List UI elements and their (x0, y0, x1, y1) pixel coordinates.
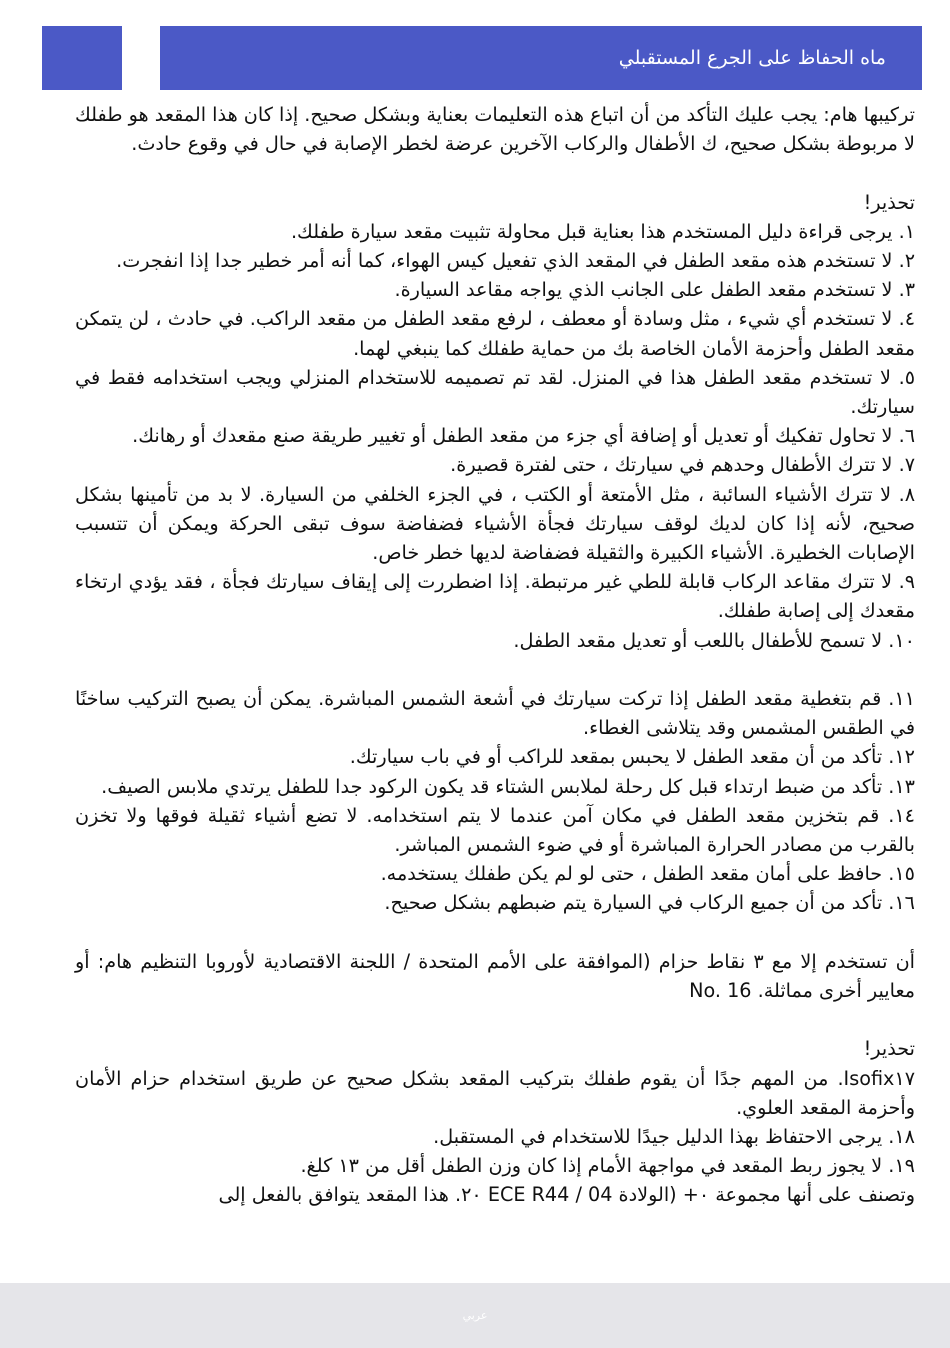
header-left-block (42, 26, 122, 90)
list-item: ١٣. تأكد من ضبط ارتداء قبل كل رحلة لملابس الشتاء قد يكون الركود جدا للطفل يرتدي ملابس الصيف. (101, 774, 915, 798)
header-title: ماه الحفاظ على الجرع المستقبلي (618, 47, 886, 69)
list-item: ٣. لا تستخدم مقعد الطفل على الجانب الذي يواجه مقاعد السيارة. (394, 278, 915, 302)
list-item: ٦. لا تحاول تفكيك أو تعديل أو إضافة أي جزء من مقعد الطفل أو تغيير طريقة صنع مقعدك أو رهانك. (132, 424, 915, 448)
header-bar (160, 26, 922, 90)
list-item: ١٩. لا يجوز ربط المقعد في مواجهة الأمام إذا كان وزن الطفل أقل من ١٣ كلغ. (300, 1154, 915, 1178)
spacer (75, 1005, 915, 1034)
list-item: ١٨. يرجى الاحتفاظ بهذا الدليل جيدًا للاستخدام في المستقبل. (433, 1125, 915, 1149)
list-item: ١٥. حافظ على أمان مقعد الطفل ، حتى لو لم يكن طفلك يستخدمه. (380, 862, 915, 886)
list-item: ١٦. تأكد من أن جميع الركاب في السيارة يتم ضبطهم بشكل صحيح. (384, 891, 915, 915)
list-item: ٤. لا تستخدم أي شيء ، مثل وسادة أو معطف ، لرفع مقعد الطفل من مقعد الراكب. في حادث ، لن يتمكن مقعد الطفل وأحزمة الأمان الخاصة بك من حماية طفلك كما ينبغي لهما. (75, 307, 915, 360)
list-item: ١٢. تأكد من أن مقعد الطفل لا يحبس بمقعد للراكب أو في باب سيارتك. (349, 745, 915, 769)
list-item: Isofix١٧. من المهم جدًا أن يقوم طفلك بتركيب المقعد بشكل صحيح عن طريق استخدام حزام الأمان وأحزمة المقعد العلوي. (75, 1066, 915, 1119)
spacer (75, 918, 915, 947)
footer-label: عربي (462, 1309, 488, 1322)
list-item: وتصنف على أنها مجموعة ٠+ (الولادة ECE R44 / 04 ٢٠. هذا المقعد يتوافق بالفعل إلى (218, 1183, 915, 1207)
list-item: ١٠. لا تسمح للأطفال باللعب أو تعديل مقعد الطفل. (513, 628, 915, 652)
warning-heading: تحذير! (863, 190, 915, 214)
list-item: ٢. لا تستخدم هذه مقعد الطفل في المقعد الذي تفعيل كيس الهواء، كما أنه أمر خطير جدا إذا انفجرت. (116, 249, 915, 272)
list-item: ٩. لا تترك مقاعد الركاب قابلة للطي غير مرتبطة. إذا اضطررت إلى إيقاف سيارتك فجأة ، فقد يؤدي ارتخاء مقعدك إلى إصابة طفلك. (75, 570, 915, 623)
list-item: ٥. لا تستخدم مقعد الطفل هذا في المنزل. لقد تم تصميمه للاستخدام المنزلي ويجب استخدامه فقط في سيارتك. (75, 365, 915, 419)
spacer (75, 655, 915, 684)
standard-note: أن تستخدم إلا مع ٣ نقاط حزام (الموافقة على الأمم المتحدة / اللجنة الاقتصادية لأوروبا التنظيم هام: أو معايير أخرى مماثلة. No. 16 (75, 949, 915, 1003)
warning-heading: تحذير! (863, 1037, 915, 1061)
list-item: ١. يرجى قراءة دليل المستخدم هذا بعناية قبل محاولة تثبيت مقعد سيارة طفلك. (290, 219, 915, 243)
footer-bar (0, 1283, 950, 1348)
document-body (75, 100, 915, 1210)
intro-paragraph: تركيبها هام: يجب عليك التأكد من أن اتباع هذه التعليمات بعناية وبشكل صحيح. إذا كان هذا المقعد هو طفلك لا مربوطة بشكل صحيح، ك الأطفال والركاب الآخرين عرضة لخطر الإصابة في حال في وقوع حادث. (75, 103, 915, 156)
spacer (75, 158, 915, 187)
list-item: ١٤. قم بتخزين مقعد الطفل في مكان آمن عندما لا يتم استخدامه. لا تضع أشياء ثقيلة فوقها ولا تخزن بالقرب من مصادر الحرارة المباشرة أو في ضوء الشمس المباشر. (75, 803, 915, 857)
list-item: ١١. قم بتغطية مقعد الطفل إذا تركت سيارتك في أشعة الشمس المباشرة. يمكن أن يصبح التركيب ساخنًا في الطقس المشمس وقد يتلاشى الغطاء. (75, 687, 915, 740)
list-item: ٨. لا تترك الأشياء السائبة ، مثل الأمتعة أو الكتب ، في الجزء الخلفي من السيارة. لا بد من تأمينها بشكل صحيح، لأنه إذا كان لديك لوقف سيارتك فجأة الأشياء فضفاضة سوف تبقى الحركة ويمكن أن تتسبب الإصابات الخطيرة. الأشياء الكبيرة والثقيلة فضفاضة لديها خطر خاص. (75, 482, 915, 565)
list-item: ٧. لا تترك الأطفال وحدهم في سيارتك ، حتى لفترة قصيرة. (450, 453, 915, 477)
